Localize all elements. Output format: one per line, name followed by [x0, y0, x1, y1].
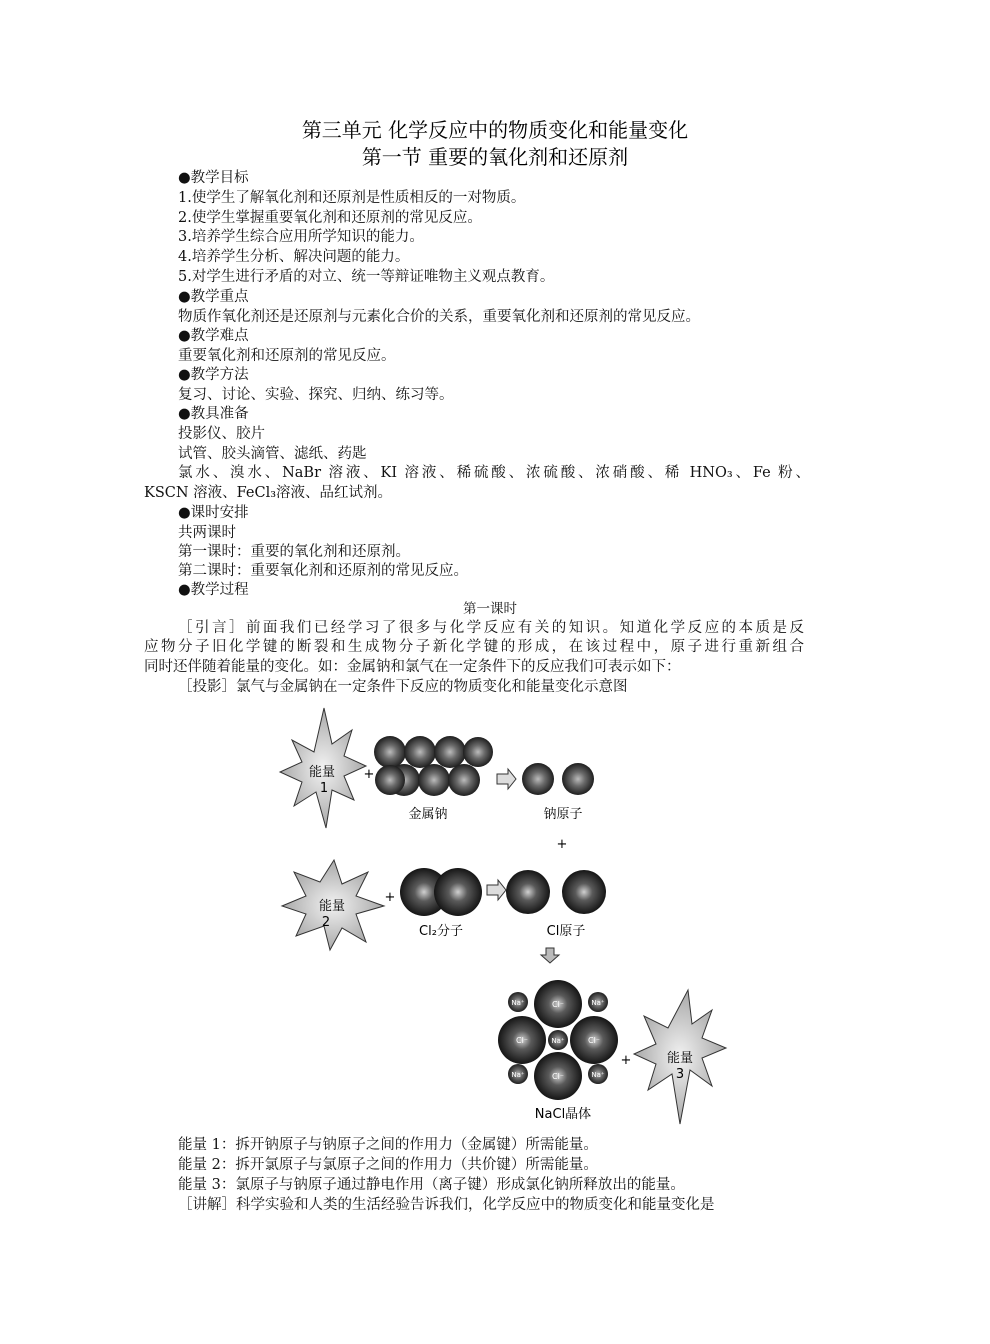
cl-atom	[506, 870, 550, 914]
section-title: 第一节 重要的氧化剂和还原剂	[361, 145, 629, 169]
na-ion-label: Na⁺	[551, 1037, 565, 1045]
plus-sign: +	[384, 890, 396, 905]
na-ion-label: Na⁺	[591, 1071, 605, 1079]
key-points-heading: ●教学重点	[178, 289, 249, 305]
equipment-line: 氯水、溴水、NaBr 溶液、KI 溶液、稀硫酸、浓硫酸、浓硝酸、稀 HNO₃、Fe 粉、	[178, 465, 810, 481]
objective-item: 4.培养学生分析、解决问题的能力。	[178, 249, 410, 265]
plus-sign: +	[620, 1053, 632, 1068]
sodium-atom	[562, 763, 594, 795]
difficulties-text: 重要氧化剂和还原剂的常见反应。	[178, 348, 396, 364]
difficulties-heading: ●教学难点	[178, 328, 249, 344]
sodium-atom	[522, 763, 554, 795]
nacl-crystal-label: NaCl晶体	[534, 1107, 592, 1122]
energy-1-number: 1	[319, 781, 329, 796]
unit-title: 第三单元 化学反应中的物质变化和能量变化	[301, 118, 689, 142]
energy-2-number: 2	[321, 915, 331, 930]
cl2-molecule-atom	[434, 868, 482, 916]
explanation-text: ［讲解］科学实验和人类的生活经验告诉我们，化学反应中的物质变化和能量变化是	[178, 1197, 715, 1213]
na-ion-label: Na⁺	[511, 999, 525, 1007]
intro-line: 应物分子旧化学键的断裂和生成物分子新化学键的形成，在该过程中，原子进行重新组合	[144, 639, 804, 655]
cl-atom	[562, 870, 606, 914]
energy-3-number: 3	[675, 1067, 685, 1082]
energy-2-label: 能量	[318, 899, 346, 914]
cl-ion-label: Cl⁻	[587, 1036, 601, 1045]
energy-1-label: 能量	[308, 765, 336, 780]
sodium-atom-label: 钠原子	[543, 807, 583, 822]
cl-atom-label: Cl原子	[546, 924, 586, 939]
equipment-line: 投影仪、胶片	[178, 426, 265, 442]
energy-3-label: 能量	[666, 1051, 694, 1066]
metal-sodium-lattice	[374, 736, 493, 796]
cl-ion-label: Cl⁻	[551, 1000, 565, 1009]
schedule-total: 共两课时	[178, 525, 236, 541]
arrow-right-icon	[487, 880, 506, 900]
equipment-line: 试管、胶头滴管、滤纸、药匙	[178, 446, 367, 462]
projection-caption: ［投影］氯气与金属钠在一定条件下反应的物质变化和能量变化示意图	[178, 679, 628, 695]
energy-note: 能量 3：氯原子与钠原子通过静电作用（离子键）形成氯化钠所释放出的能量。	[178, 1177, 685, 1193]
arrow-right-icon	[497, 769, 516, 789]
cl2-molecule-label: Cl₂分子	[419, 924, 463, 939]
schedule-lesson: 第二课时：重要氧化剂和还原剂的常见反应。	[178, 563, 468, 579]
lesson-title: 第一课时	[463, 601, 517, 617]
key-points-text: 物质作氧化剂还是还原剂与元素化合价的关系，重要氧化剂和还原剂的常见反应。	[178, 309, 700, 325]
cl-ion-label: Cl⁻	[551, 1072, 565, 1081]
energy-note: 能量 1：拆开钠原子与钠原子之间的作用力（金属键）所需能量。	[178, 1137, 598, 1153]
metal-sodium-label: 金属钠	[408, 807, 448, 822]
intro-line: 同时还伴随着能量的变化。如：金属钠和氯气在一定条件下的反应我们可表示如下：	[144, 659, 681, 675]
intro-line: ［引言］前面我们已经学习了很多与化学反应有关的知识。知道化学反应的本质是反	[178, 620, 804, 636]
process-heading: ●教学过程	[178, 582, 249, 598]
na-ion-label: Na⁺	[591, 999, 605, 1007]
schedule-heading: ●课时安排	[178, 505, 249, 521]
objective-item: 1.使学生了解氧化剂和还原剂是性质相反的一对物质。	[178, 190, 526, 206]
energy-note: 能量 2：拆开氯原子与氯原子之间的作用力（共价键）所需能量。	[178, 1157, 598, 1173]
objective-item: 5.对学生进行矛盾的对立、统一等辩证唯物主义观点教育。	[178, 269, 555, 285]
reaction-diagram	[270, 700, 694, 1130]
cl-ion-label: Cl⁻	[515, 1036, 529, 1045]
objective-item: 2.使学生掌握重要氧化剂和还原剂的常见反应。	[178, 210, 482, 226]
arrow-down-icon	[541, 948, 559, 963]
equipment-heading: ●教具准备	[178, 406, 249, 422]
objectives-heading: ●教学目标	[178, 170, 249, 186]
na-ion-label: Na⁺	[511, 1071, 525, 1079]
plus-sign: +	[556, 837, 568, 852]
methods-heading: ●教学方法	[178, 367, 249, 383]
plus-sign: +	[363, 767, 375, 782]
objective-item: 3.培养学生综合应用所学知识的能力。	[178, 229, 424, 245]
equipment-line: KSCN 溶液、FeCl₃溶液、品红试剂。	[144, 485, 393, 501]
methods-text: 复习、讨论、实验、探究、归纳、练习等。	[178, 387, 454, 403]
schedule-lesson: 第一课时：重要的氧化剂和还原剂。	[178, 544, 410, 560]
